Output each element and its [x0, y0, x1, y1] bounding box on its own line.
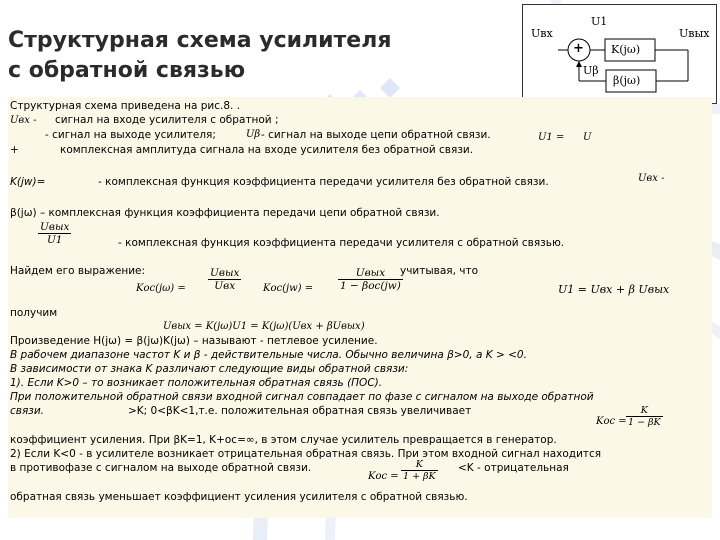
diagram-u1-label: U1: [591, 15, 608, 28]
formula-1-numerator: Uвых: [210, 267, 240, 279]
text-line-12: В зависимости от знака K различают следующие виды обратной связи:: [10, 363, 409, 375]
slide-title: [8, 26, 391, 86]
formula-6-denominator: 1 + βK: [403, 471, 436, 482]
content-area: [8, 97, 712, 518]
text-line-5: - комплексная функция коэффициента передачи усилителя без обратной связи.: [98, 176, 549, 188]
diagram-input-label: Uвх: [531, 27, 553, 40]
plus-sign: +: [10, 144, 19, 156]
text-line-14: При положительной обратной связи входной сигнал совпадает по фазе с сигналом на выходе обратной: [10, 391, 594, 403]
formula-u: U: [583, 132, 592, 143]
formula-6-fraction: [401, 459, 438, 482]
formula-6-left: Kос =: [368, 471, 399, 482]
text-line-18b: <K - отрицательная: [458, 462, 569, 474]
text-line-18: в противофазе с сигналом на выходе обратной связи.: [10, 462, 312, 474]
symbol-uin-right: Uвх -: [638, 173, 665, 184]
formula-5-left: Kос =: [596, 416, 627, 427]
formula-5-fraction: [626, 405, 663, 428]
title-line-2: с обратной связью: [8, 58, 246, 83]
text-line-6: β(jω) – комплексная функция коэффициента передачи цепи обратной связи.: [10, 207, 440, 219]
text-line-11: В рабочем диапазоне частот K и β - действительные числа. Обычно величина β>0, а K > <0.: [10, 349, 527, 361]
block-diagram: [522, 4, 717, 104]
formula-2-denominator: 1 − βос(jw): [340, 280, 401, 292]
text-line-13: 1). Если K>0 – то возникает положительная обратная связь (ПОС).: [10, 377, 383, 389]
k-label: K(jw)=: [10, 176, 46, 188]
text-line-8-right: учитывая, что: [400, 265, 479, 277]
forward-block-label: K(jω): [611, 43, 641, 56]
formula-1-left: Kос(jω) =: [136, 283, 186, 294]
fraction-numerator: Uвых: [40, 221, 70, 233]
fraction-kos: [38, 221, 71, 246]
formula-3: U1 = Uвх + β Uвых: [558, 283, 670, 296]
formula-5-numerator: K: [626, 405, 663, 417]
formula-4: Uвых = K(jω)U1 = K(jω)(Uвх + βUвых): [163, 321, 365, 332]
text-line-4: комплексная амплитуда сигнала на входе усилителя без обратной связи.: [60, 144, 474, 156]
diagram-ubeta-label: Uβ: [583, 64, 599, 77]
text-line-2: сигнал на входе усилителя с обратной ;: [55, 114, 279, 126]
symbol-uin: Uвх -: [10, 115, 37, 126]
text-line-15a: связи.: [10, 405, 45, 417]
text-line-7: - комплексная функция коэффициента передачи усилителя с обратной связью.: [118, 237, 565, 249]
feedback-block-label: β(jω): [613, 74, 641, 87]
fraction-denominator: U1: [46, 234, 63, 246]
text-line-16: коэффициент усиления. При βK=1, K+oc=∞, в этом случае усилитель превращается в генератор.: [10, 434, 557, 446]
title-line-1: Структурная схема усилителя: [8, 28, 392, 53]
formula-1-fraction: [208, 267, 241, 292]
text-line-8: Найдем его выражение:: [10, 265, 146, 277]
formula-2-numerator: Uвых: [338, 267, 403, 280]
formula-5-denominator: 1 − βK: [628, 417, 661, 428]
text-line-3b: - сигнал на выходе цепи обратной связи.: [261, 129, 491, 141]
text-line-1: Структурная схема приведена на рис.8. .: [10, 100, 241, 112]
formula-6-numerator: K: [401, 459, 438, 471]
formula-u1: U1 =: [538, 132, 565, 143]
formula-1-denominator: Uвх: [214, 280, 236, 292]
text-line-9: получим: [10, 307, 58, 319]
text-line-17: 2) Если K<0 - в усилителе возникает отрицательная обратная связь. При этом входной сигнал находится: [10, 448, 602, 460]
text-line-19: обратная связь уменьшает коэффициент усиления усилителя с обратной связью.: [10, 491, 468, 503]
formula-2-fraction: [338, 267, 403, 292]
symbol-ubeta: Uβ: [246, 129, 261, 140]
diagram-output-label: Uвых: [679, 27, 710, 40]
text-line-3: - сигнал на выходе усилителя;: [45, 129, 216, 141]
summer-plus-icon: +: [573, 41, 584, 56]
text-line-15b: >K; 0<βK<1,т.е. положительная обратная связь увеличивает: [128, 405, 472, 417]
formula-2-left: Kос(jw) =: [263, 283, 314, 294]
text-line-10: Произведение H(jω) = β(jω)K(jω) – называют - петлевое усиление.: [10, 335, 378, 347]
